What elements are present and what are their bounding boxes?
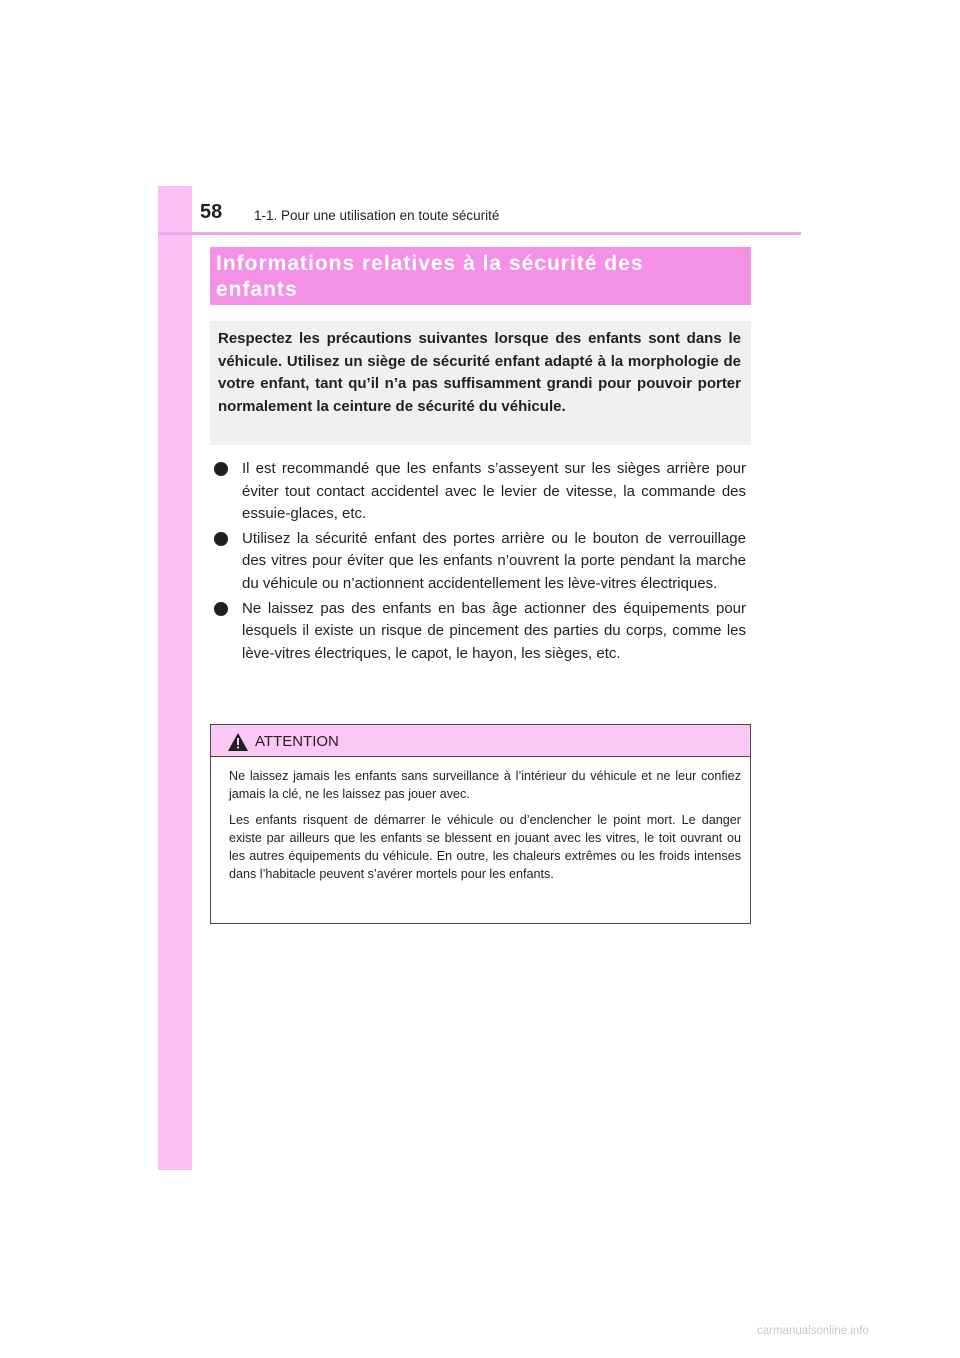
list-item xyxy=(214,598,746,666)
bullet-dot-icon xyxy=(214,462,228,476)
bullet-dot-icon xyxy=(214,532,228,546)
list-item-text: Utilisez la sécurité enfant des portes arrière ou le bouton de verrouillage des vitres pour éviter que les enfants n’ouvrent la porte pendant la marche du véhicule ou n’actionnent accidentellement les lève-vitres électriques. xyxy=(242,529,746,592)
bullet-dot-icon xyxy=(214,602,228,616)
intro-text: Respectez les précautions suivantes lorsque des enfants sont dans le véhicule. Utilisez un siège de sécurité enfant adapté à la morphologie de votre enfant, tant qu’il n’a pas suffisamment grandi pour pouvoir porter normalement la ceinture de sécurité du véhicule. xyxy=(218,330,741,415)
list-item xyxy=(214,458,746,526)
warning-triangle-icon xyxy=(228,733,248,751)
list-item xyxy=(214,528,746,596)
header-rule xyxy=(158,232,801,235)
section-title xyxy=(216,251,644,303)
list-item-text: Il est recommandé que les enfants s’asseyent sur les sièges arrière pour éviter tout contact accidentel avec le levier de vitesse, la commande des essuie-glaces, etc. xyxy=(242,460,746,523)
watermark: carmanualsonline.info xyxy=(757,1325,869,1337)
warning-header xyxy=(211,725,750,757)
section-title-line1: Informations relatives à la sécurité des xyxy=(216,252,644,275)
warning-body xyxy=(229,767,741,891)
section-title-bar xyxy=(210,247,751,305)
section-title-line2: enfants xyxy=(216,278,298,301)
running-head: 1-1. Pour une utilisation en toute sécurité xyxy=(254,208,500,223)
warning-paragraph-2: Les enfants risquent de démarrer le véhicule ou d’enclencher le point mort. Le danger existe par ailleurs que les enfants se blessent en jouant avec les vitres, le toit ouvrant ou les autres équipements du véhicule. En outre, les chaleurs extrêmes ou les froids intenses dans l’habitacle peuvent s’avérer mortels pour les enfants. xyxy=(229,813,741,881)
list-item-text: Ne laissez pas des enfants en bas âge actionner des équipements pour lesquels il existe un risque de pincement des parties du corps, comme les lève-vitres électriques, le capot, le hayon, les sièges, etc. xyxy=(242,599,746,662)
warning-label: ATTENTION xyxy=(255,733,339,750)
bullet-list xyxy=(214,458,746,667)
intro-box xyxy=(210,321,751,445)
page-number: 58 xyxy=(200,201,223,223)
warning-box xyxy=(210,724,751,924)
warning-paragraph-1: Ne laissez jamais les enfants sans surveillance à l’intérieur du véhicule et ne leur confiez jamais la clé, ne les laissez pas jouer avec. xyxy=(229,769,741,801)
chapter-sidebar xyxy=(158,186,192,1170)
